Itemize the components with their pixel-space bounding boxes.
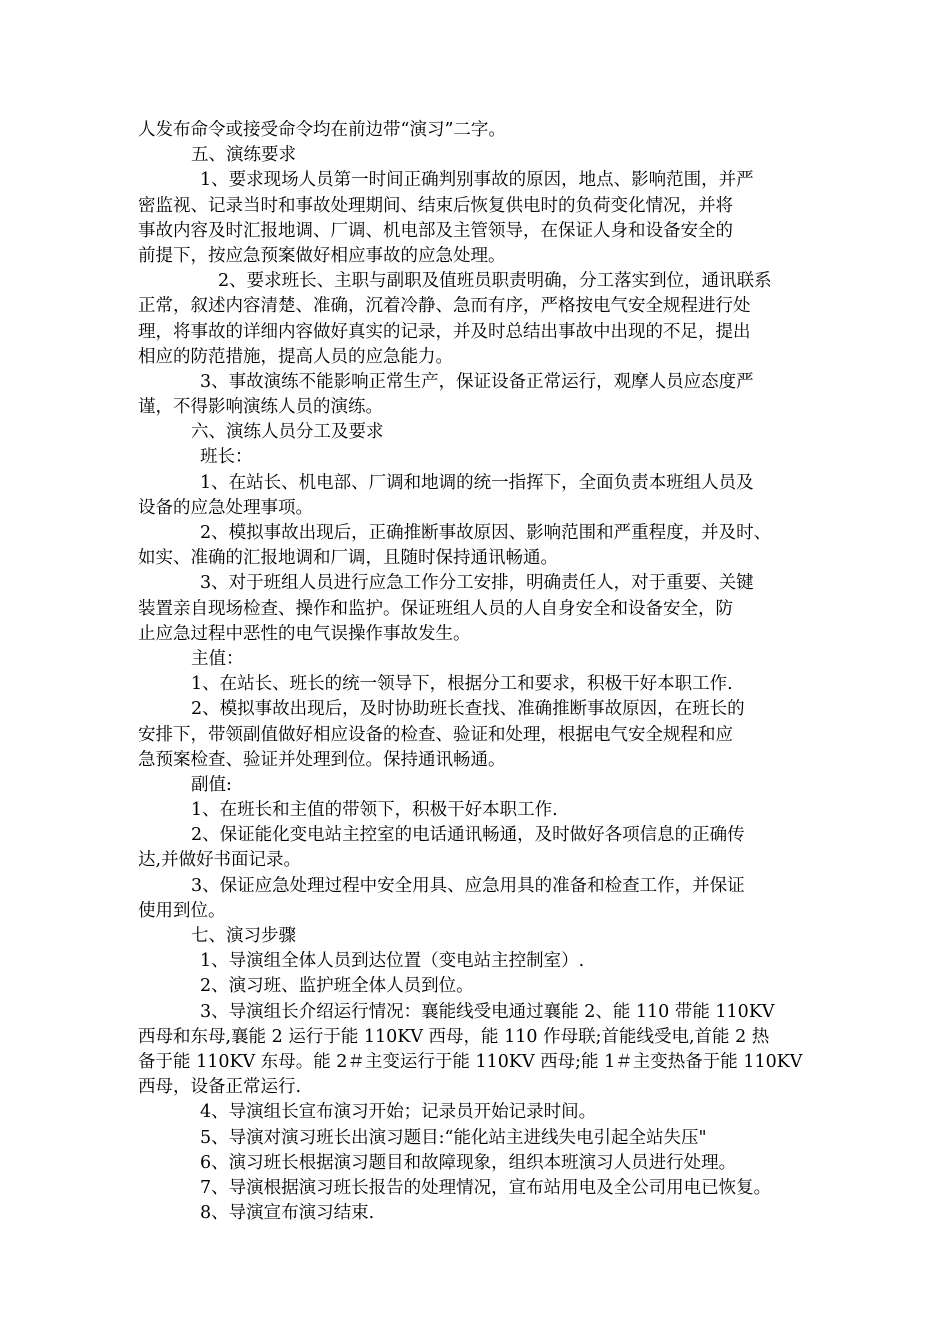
text-line: 6、演习班长根据演习题目和故障现象，组织本班演习人员进行处理。 [200, 1152, 737, 1173]
text-line: 2、要求班长、主职与副职及值班员职责明确，分工落实到位，通讯联系 [218, 271, 772, 292]
role-heading: 副值: [191, 774, 232, 795]
text-line: 1、在站长、班长的统一领导下，根据分工和要求，积极干好本职工作. [191, 674, 733, 695]
text-line: 前提下，按应急预案做好相应事故的应急处理。 [138, 245, 506, 266]
text-line: 3、保证应急处理过程中安全用具、应急用具的准备和检查工作，并保证 [191, 875, 745, 896]
section-heading: 五、演练要求 [191, 145, 296, 166]
text-line: 2、演习班、监护班全体人员到位。 [200, 976, 474, 997]
text-line: 正常，叙述内容清楚、准确，沉着冷静、急而有序，严格按电气安全规程进行处 [138, 296, 751, 317]
text-line: 理，将事故的详细内容做好真实的记录，并及时总结出事故中出现的不足，提出 [138, 321, 751, 342]
document-body [0, 118, 950, 1226]
text-line: 相应的防范措施，提高人员的应急能力。 [138, 346, 453, 367]
text-line: 2、模拟事故出现后，及时协助班长查找、准确推断事故原因，在班长的 [191, 699, 745, 720]
text-line: 西母和东母,襄能 2 运行于能 110KV 西母，能 110 作母联;首能线受电,首能 2 热 [138, 1026, 770, 1047]
text-line: 密监视、记录当时和事故处理期间、结束后恢复供电时的负荷变化情况，并将 [138, 195, 733, 216]
text-line: 1、要求现场人员第一时间正确判别事故的原因，地点、影响范围，并严 [200, 170, 754, 191]
text-line: 西母，设备正常运行. [138, 1077, 302, 1098]
text-line: 急预案检查、验证并处理到位。保持通讯畅通。 [138, 749, 506, 770]
text-line: 达,并做好书面记录。 [138, 850, 302, 871]
text-line: 1、在班长和主值的带领下，积极干好本职工作. [191, 800, 558, 821]
text-line: 8、导演宣布演习结束. [200, 1203, 375, 1224]
text-line: 3、导演组长介绍运行情况：襄能线受电通过襄能 2、能 110 带能 110KV [200, 1001, 775, 1022]
section-heading: 六、演练人员分工及要求 [191, 422, 384, 443]
text-line: 1、导演组全体人员到达位置（变电站主控制室）. [200, 951, 585, 972]
text-line: 1、在站长、机电部、厂调和地调的统一指挥下，全面负责本班组人员及 [200, 472, 754, 493]
text-line: 4、导演组长宣布演习开始；记录员开始记录时间。 [200, 1102, 597, 1123]
text-line: 备于能 110KV 东母。能 2＃主变运行于能 110KV 西母;能 1＃主变热备于能 110KV [138, 1051, 803, 1072]
text-line: 设备的应急处理事项。 [138, 497, 313, 518]
text-line: 2、保证能化变电站主控室的电话通讯畅通，及时做好各项信息的正确传 [191, 825, 745, 846]
text-line: 安排下，带领副值做好相应设备的检查、验证和处理，根据电气安全规程和应 [138, 724, 733, 745]
text-line: 5、导演对演习班长出演习题目:“能化站主进线失电引起全站失压" [200, 1127, 707, 1148]
text-line: 如实、准确的汇报地调和厂调，且随时保持通讯畅通。 [138, 548, 558, 569]
text-line: 止应急过程中恶性的电气误操作事故发生。 [138, 623, 471, 644]
text-line: 2、模拟事故出现后，正确推断事故原因、影响范围和严重程度，并及时、 [200, 523, 772, 543]
text-line: 谨，不得影响演练人员的演练。 [138, 397, 383, 418]
role-heading: 主值： [191, 648, 244, 669]
text-line: 7、导演根据演习班长报告的处理情况，宣布站用电及全公司用电已恢复。 [200, 1177, 772, 1198]
text-line: 3、事故演练不能影响正常生产，保证设备正常运行，观摩人员应态度严 [200, 371, 754, 392]
text-line: 使用到位。 [138, 900, 226, 921]
section-heading: 七、演习步骤 [191, 926, 296, 946]
text-line: 事故内容及时汇报地调、厂调、机电部及主管领导，在保证人身和设备安全的 [138, 220, 733, 241]
text-line: 人发布命令或接受命令均在前边带“演习”二字。 [138, 120, 506, 140]
text-line: 装置亲自现场检查、操作和监护。保证班组人员的人自身安全和设备安全，防 [138, 598, 733, 619]
role-heading: 班长： [200, 447, 253, 468]
text-line: 3、对于班组人员进行应急工作分工安排，明确责任人，对于重要、关键 [200, 573, 754, 594]
